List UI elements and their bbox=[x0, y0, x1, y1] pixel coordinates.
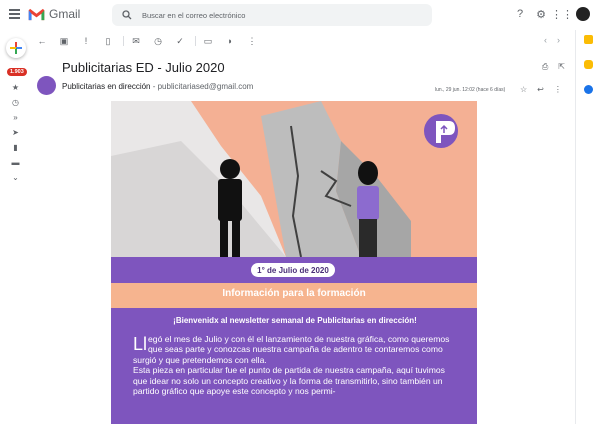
chevron-down-icon[interactable]: ⌄ bbox=[12, 173, 19, 182]
dropcap: Ll bbox=[133, 334, 148, 354]
delete-icon[interactable]: ▯ bbox=[105, 35, 111, 46]
right-side-panel bbox=[575, 30, 600, 424]
search-input[interactable] bbox=[112, 4, 432, 26]
gear-icon[interactable]: ⚙ bbox=[536, 8, 546, 21]
left-rail bbox=[0, 30, 30, 424]
toolbar-divider bbox=[123, 36, 124, 46]
chevron-right-icon[interactable]: › bbox=[557, 35, 560, 45]
reply-icon[interactable]: ↩ bbox=[537, 85, 544, 94]
print-icon[interactable]: ⎙ bbox=[541, 62, 549, 71]
email-subject: Publicitarias ED - Julio 2020 bbox=[62, 60, 225, 75]
more-options-icon[interactable]: ⋮ bbox=[553, 85, 562, 94]
inbox-count-badge: 1.903 bbox=[7, 68, 27, 76]
clock-icon[interactable]: ◷ bbox=[12, 98, 19, 107]
calendar-icon[interactable] bbox=[584, 35, 593, 44]
apps-grid-icon[interactable]: ⋮⋮ bbox=[551, 8, 573, 21]
gmail-m-icon bbox=[28, 8, 45, 21]
section-title: Información para la formación bbox=[222, 288, 366, 299]
move-to-icon[interactable]: ▭ bbox=[203, 35, 213, 46]
search-icon[interactable] bbox=[122, 10, 132, 20]
account-avatar[interactable] bbox=[576, 7, 590, 21]
star-icon[interactable]: ☆ bbox=[520, 85, 528, 94]
open-new-window-icon[interactable]: ⇱ bbox=[558, 62, 565, 71]
label-as-icon[interactable]: ◗ bbox=[227, 36, 233, 46]
chevron-left-icon[interactable]: ‹ bbox=[544, 35, 547, 45]
help-icon[interactable]: ? bbox=[516, 8, 524, 20]
tasks-icon[interactable] bbox=[584, 85, 593, 94]
label-icon[interactable]: ▬ bbox=[11, 158, 20, 167]
newsletter-date: 1° de Julio de 2020 bbox=[251, 263, 335, 277]
star-icon[interactable]: ★ bbox=[11, 83, 20, 92]
paragraph-1-text: egó el mes de Julio y con él el lanzamiento de nuestra gráfica, como queremos que seas parte y conozcas nuestra campaña de adentro te contaremos como surgió y que pretendemos con ella. bbox=[133, 334, 450, 365]
keep-icon[interactable] bbox=[584, 60, 593, 69]
sender-avatar bbox=[37, 76, 56, 95]
search-placeholder: Buscar en el correo electrónico bbox=[142, 10, 246, 20]
sender-name[interactable]: Publicitarias en dirección bbox=[62, 82, 151, 91]
gmail-logo[interactable] bbox=[28, 7, 80, 21]
newsletter-paragraph bbox=[133, 334, 457, 396]
email-date: lun., 29 jun. 12:02 (hace 6 días) bbox=[435, 87, 506, 93]
more-options-icon[interactable]: ⋮ bbox=[247, 35, 257, 46]
draft-icon[interactable]: ▮ bbox=[13, 143, 18, 152]
mark-unread-icon[interactable]: ✉ bbox=[132, 35, 140, 46]
main-menu-icon[interactable] bbox=[9, 9, 20, 19]
important-icon[interactable]: » bbox=[13, 113, 18, 122]
toolbar-divider bbox=[195, 36, 196, 46]
sender-email: - publicitariased@gmail.com bbox=[150, 82, 254, 91]
top-bar bbox=[0, 0, 600, 30]
app-name: Gmail bbox=[49, 7, 81, 21]
section-band bbox=[111, 283, 477, 308]
newsletter bbox=[111, 101, 477, 424]
message-toolbar bbox=[35, 33, 575, 49]
snooze-icon[interactable]: ◷ bbox=[154, 35, 162, 46]
sender-line bbox=[62, 82, 253, 91]
newsletter-body bbox=[111, 308, 477, 424]
add-task-icon[interactable]: ✓ bbox=[176, 35, 184, 46]
hero-illustration bbox=[111, 101, 477, 257]
compose-button[interactable] bbox=[6, 38, 26, 58]
pager bbox=[544, 35, 560, 45]
welcome-heading: ¡Bienvenidx al newsletter semanal de Publicitarias en dirección! bbox=[173, 316, 417, 325]
send-icon[interactable]: ➤ bbox=[12, 128, 19, 137]
spam-icon[interactable]: ! bbox=[84, 36, 88, 46]
archive-icon[interactable]: ▣ bbox=[59, 35, 69, 46]
plus-icon bbox=[10, 42, 22, 54]
date-band bbox=[111, 257, 477, 283]
back-icon[interactable]: ← bbox=[37, 36, 47, 46]
paragraph-2-text: Esta pieza en particular fue el punto de partida de nuestra campaña, aquí tuvimos que idear no solo un concepto creativo y la forma de transmitirlo, sino también un partido gráfico que apoye este concepto y nos permi- bbox=[133, 365, 445, 397]
